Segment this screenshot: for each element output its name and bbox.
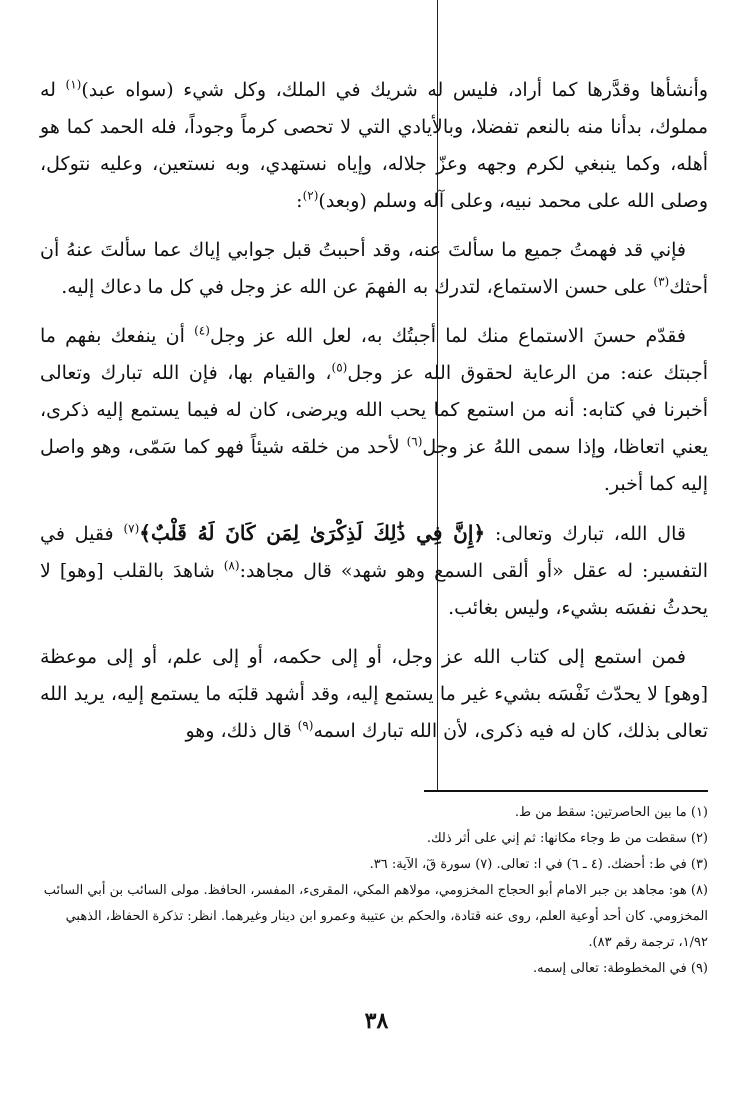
footnote-8: (٨) هو: مجاهد بن جبر الامام أبو الحجاج المخزومي، مولاهم المكي، المقرىء، المفسر، الحافظ. مولى السائب بن أبي السائب المخزومي. كان أحد أوعية العلم، روى عنه قتادة، والحكم بن عتيبة وعمرو ابن دينار وغيرهما. انظر: تذكرة الحفاظ، الذهبي ١/٩٢، ترجمة رقم ٨٣). — [43, 883, 708, 950]
footnote-separator — [424, 790, 708, 792]
footnote-ref-6: (٦) — [406, 434, 423, 449]
paragraph-5: فمن استمع إلى كتاب الله عز وجل، أو إلى حكمه، أو إلى علم، أو إلى موعظة [وهو] لا يحدّث نَفْسَه بشيء غير ما يستمع إليه، وقد أشهد قلبَه ما يستمع إليه، يريد الله تعالى بذلك، كان له فيه ذكرى، لأن الله تبارك اسمه$^{(٩)}$ قال ذلك، وهو — [40, 646, 708, 742]
footnote-ref-4: (٤) — [194, 323, 210, 338]
page-number: ٣٨ — [364, 1008, 389, 1034]
footnote-ref-7: (٧) — [123, 521, 140, 536]
footnotes — [40, 800, 708, 982]
footnote-ref-2: (٢) — [302, 188, 319, 203]
footnote-ref-3: (٣) — [653, 274, 670, 289]
main-text — [40, 72, 708, 762]
footnote-ref-9: (٩) — [297, 718, 314, 733]
paragraph-4: قال الله، تبارك وتعالى: ﴿إِنَّ فِي ذَٰلِكَ لَذِكْرَىٰ لِمَن كَانَ لَهُ قَلْبٌ﴾$^{(٧)}$ فقيل في التفسير: له عقل «أو ألقى السمع وهو شهد» قال مجاهد:$^{(٨)}$ شاهدَ بالقلب [وهو] لا يحدثُ نفسَه بشيء، وليس بغائب. — [40, 521, 708, 619]
footnote-ref-8: (٨) — [223, 558, 240, 573]
footnote-1: (١) ما بين الحاصرتين: سقط من ط. — [514, 805, 708, 820]
paragraph-2: فإني قد فهمتُ جميع ما سألتَ عنه، وقد أحببتُ قبل جوابي إياك عما سألتَ عنهُ أن أحثك$^{(٣)}$ على حسن الاستماع، لتدرك به الفهمَ عن الله عز وجل في كل ما دعاك إليه. — [40, 239, 708, 298]
footnote-3: (٣) في ط: أحضك. (٤ ـ ٦) في ا: تعالى. (٧) سورة قٓ، الآية: ٣٦. — [369, 857, 708, 872]
footnote-2: (٢) سقطت من ط وجاء مكانها: ثم إني على أثر ذلك. — [426, 831, 708, 846]
footnote-9: (٩) في المخطوطة: تعالى إسمه. — [532, 961, 708, 976]
paragraph-1: وأنشأها وقدَّرها كما أراد، فليس له شريك في الملك، وكل شيء (سواه عبد)$^{(١)}$ له مملوك، بدأنا منه بالنعم تفضلا، وبالأيادي التي لا تحصى كرماً وجوداً، فله الحمد كما هو أهله، وكما ينبغي لكرم وجهه وعزّ جلاله، وإياه نستهدي، وبه نستعين، وعليه نتوكل، وصلى الله على محمد نبيه، وعلى آله وسلم (وبعد)$^{(٢)}$: — [40, 77, 708, 212]
footnote-ref-1: (١) — [65, 77, 82, 92]
quran-verse: ﴿إِنَّ فِي ذَٰلِكَ لَذِكْرَىٰ لِمَن كَانَ لَهُ قَلْبٌ﴾ — [139, 521, 486, 545]
footnote-ref-5: (٥) — [331, 360, 348, 375]
paragraph-3: فقدّم حسنَ الاستماع منك لما أجبتُك به، لعل الله عز وجل$^{(٤)}$ أن ينفعك بفهم ما أجبتك عنه: من الرعاية لحقوق الله عز وجل$^{(٥)}$، والقيام بها، فإن الله تبارك وتعالى أخبرنا في كتابه: أنه من استمع كما يحب الله ويرضى، كان له فيما يستمع إليه ذكرى، يعني اتعاظا، وإذا سمى اللهُ عز وجل$^{(٦)}$ لأحد من خلقه شيئاً فهو كما سَمّى، وهو واصل إليه كما أخبر. — [40, 323, 708, 495]
